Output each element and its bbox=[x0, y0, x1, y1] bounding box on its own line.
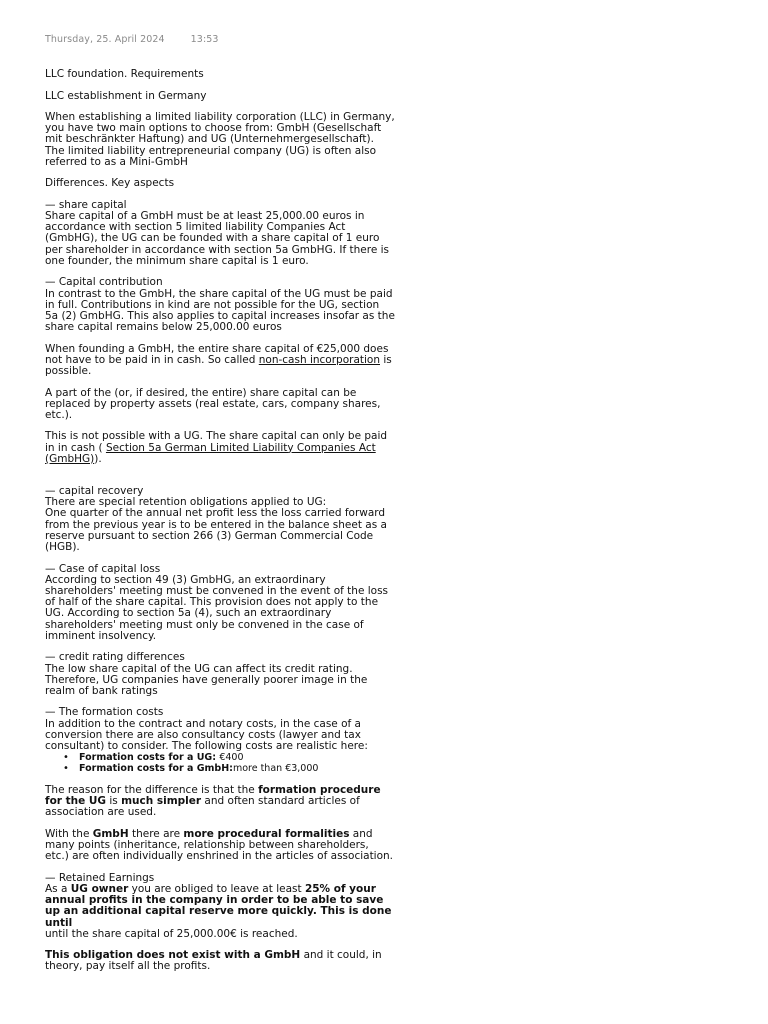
contribution-text: In contrast to the GmbH, the share capital of the UG must be paid in full. Contributions in kind are not possible for the UG, section 5a (2) GmbHG. This also applies to capital increases insofar as the share capital remains below 25,000.00 euros bbox=[45, 287, 395, 334]
costs-heading: — The formation costs bbox=[45, 706, 164, 719]
gmbh-text: With the bbox=[45, 827, 93, 840]
gmbh-text-end: and many points (inheritance, relationship between shareholders, etc.) are often individually enshrined in the articles of association. bbox=[45, 827, 394, 863]
credit-text: The low share capital of the UG can affect its credit rating. Therefore, UG companies have generally poorer image in the realm of bank ratings bbox=[45, 662, 368, 697]
share-capital-heading: — share capital bbox=[45, 198, 127, 211]
gmbh-cost-value: more than €3,000 bbox=[232, 763, 319, 775]
retained-heading: — Retained Earnings bbox=[45, 871, 155, 884]
reason-text: The reason for the difference is that the bbox=[45, 783, 259, 796]
retained-mid: you are obliged to leave at least bbox=[128, 882, 305, 895]
property-paragraph: A part of the (or, if desired, the entire) share capital can be replaced by property assets (real estate, cars, company shares, etc.). bbox=[45, 386, 381, 421]
gmbh-mid: there are bbox=[128, 827, 184, 840]
retained-text: As a bbox=[45, 882, 71, 895]
note-header bbox=[45, 34, 219, 45]
reason-bold-1: formation procedure for the UG bbox=[45, 783, 381, 808]
recovery-line-2: One quarter of the annual net profit less the loss carried forward from the previous year is to be entered in the balance sheet as a reserve pursuant to section 266 (3) German Commercial Code (HGB). bbox=[45, 507, 387, 554]
retained-bold-1: UG owner bbox=[70, 882, 129, 895]
credit-heading: — credit rating differences bbox=[45, 651, 185, 664]
retained-line-2: until the share capital of 25,000.00€ is reached. bbox=[45, 927, 298, 940]
costs-section bbox=[45, 707, 395, 752]
costs-text: In addition to the contract and notary costs, in the case of a conversion there are also consultancy costs (lawyer and tax consultant) to consider. The following costs are realistic here: bbox=[45, 717, 368, 753]
credit-section bbox=[45, 652, 395, 697]
gmbh-founding-paragraph bbox=[45, 344, 395, 378]
non-cash-incorporation-link[interactable]: non-cash incorporation bbox=[258, 353, 380, 366]
differences-heading: Differences. Key aspects bbox=[45, 177, 175, 190]
gmbh-bold-1: GmbH bbox=[92, 827, 129, 840]
intro-text-1: When establishing a limited liability corporation (LLC) in Germany, you have two main options to choose from: GmbH (Gesellschaft mit beschränkter Haftung) and UG (Unternehmergesellschaft). bbox=[45, 111, 395, 146]
doc-subtitle: LLC establishment in Germany bbox=[45, 89, 207, 102]
gmbh-bold-2: more procedural formalities bbox=[183, 827, 350, 840]
costs-list bbox=[45, 752, 395, 774]
final-bold: This obligation does not exist with a GmbH bbox=[45, 949, 301, 962]
note-time: 13:53 bbox=[190, 34, 219, 45]
gmbh-founding-text: When founding a GmbH, the entire share capital of €25,000 does not have to be paid in in cash. So called bbox=[45, 342, 389, 366]
final-paragraph bbox=[45, 950, 395, 972]
ug-cash-paragraph bbox=[45, 431, 395, 465]
share-capital-text: Share capital of a GmbH must be at least 25,000.00 euros in accordance with section 5 limited liability Companies Act (GmbHG), the UG can be founded with a share capital of 1 euro per shareholder in accordance with section 5a GmbHG. If there is one founder, the minimum share capital is 1 euro. bbox=[45, 210, 390, 267]
reason-mid: is bbox=[106, 795, 122, 808]
gmbh-paragraph bbox=[45, 829, 395, 863]
gmbh-founding-text-end: is possible. bbox=[45, 353, 392, 378]
share-capital-section bbox=[45, 200, 395, 267]
recovery-heading: — capital recovery bbox=[45, 485, 144, 498]
loss-section bbox=[45, 564, 395, 642]
retained-section bbox=[45, 873, 395, 940]
note-date: Thursday, 25. April 2024 bbox=[45, 34, 165, 45]
gmbhg-section-link[interactable]: Section 5a German Limited Liability Companies Act (GmbHG) bbox=[45, 441, 376, 465]
reason-bold-2: much simpler bbox=[121, 795, 202, 808]
recovery-line-1: There are special retention obligations applied to UG: bbox=[45, 496, 327, 509]
ug-cash-text: This is not possible with a UG. The share capital can only be paid in in cash ( bbox=[45, 430, 388, 454]
loss-heading: — Case of capital loss bbox=[45, 562, 161, 575]
retained-bold-2: 25% of your annual profits in the company in order to be able to save up an additional capital reserve more quickly. This is done until bbox=[45, 882, 392, 929]
final-text: and it could, in theory, pay itself all the profits. bbox=[45, 949, 382, 973]
reason-paragraph bbox=[45, 785, 395, 819]
intro-paragraph bbox=[45, 112, 395, 146]
list-item bbox=[79, 752, 395, 763]
ug-cost-label: Formation costs for a UG: bbox=[79, 752, 220, 764]
note-body bbox=[45, 69, 395, 983]
ug-cost-value: €400 bbox=[219, 752, 244, 764]
contribution-section bbox=[45, 277, 395, 333]
ug-cash-text-end: ). bbox=[94, 452, 102, 465]
intro-text-2: The limited liability entrepreneurial company (UG) is often also referred to as a Mini-GmbH bbox=[45, 144, 377, 168]
gmbh-cost-label: Formation costs for a GmbH: bbox=[79, 763, 233, 775]
recovery-section bbox=[45, 486, 395, 553]
loss-text: According to section 49 (3) GmbHG, an extraordinary shareholders' meeting must be convened in the event of the loss of half of the share capital. This provision does not apply to the UG. According to section 5a (4), such an extraordinary shareholders' meeting must only be convened in the case of imminent insolvency. bbox=[45, 573, 389, 642]
doc-title: LLC foundation. Requirements bbox=[45, 68, 204, 80]
reason-text-end: and often standard articles of association are used. bbox=[45, 795, 360, 819]
intro-paragraph-2 bbox=[45, 146, 395, 168]
contribution-heading: — Capital contribution bbox=[45, 276, 163, 289]
list-item bbox=[79, 763, 395, 774]
